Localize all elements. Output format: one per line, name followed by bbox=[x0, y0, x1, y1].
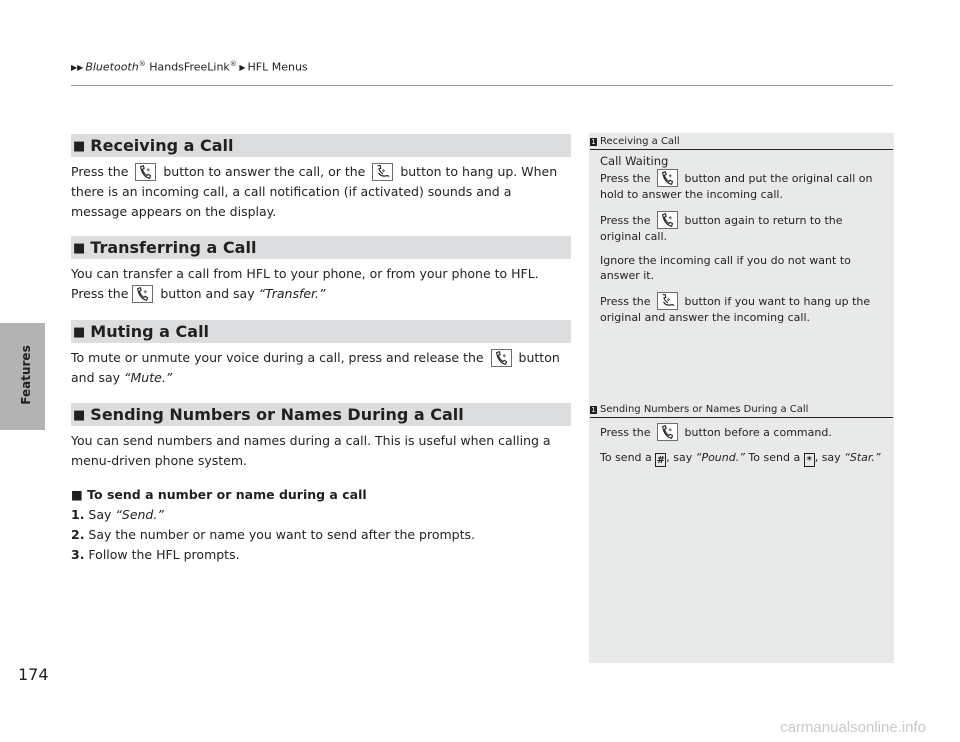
phone-hangup-icon bbox=[372, 163, 393, 181]
breadcrumb bbox=[71, 60, 308, 74]
heading-text: Muting a Call bbox=[90, 322, 210, 341]
heading-text: Sending Numbers or Names During a Call bbox=[90, 405, 464, 424]
square-bullet-icon: ■ bbox=[71, 487, 88, 502]
phone-pickup-icon bbox=[135, 163, 156, 181]
heading-text: Receiving a Call bbox=[90, 136, 234, 155]
text: , say bbox=[666, 451, 696, 464]
section-heading-transferring bbox=[71, 236, 571, 259]
note-title-sending bbox=[590, 404, 808, 415]
voice-command: “Pound.” bbox=[695, 451, 745, 464]
section-heading-muting bbox=[71, 320, 571, 343]
phone-pickup-icon bbox=[657, 211, 678, 229]
heading-text: Transferring a Call bbox=[90, 238, 257, 257]
voice-command: “Star.” bbox=[844, 451, 881, 464]
pound-key-icon: # bbox=[656, 455, 665, 466]
breadcrumb-part2: HandsFreeLink bbox=[145, 60, 230, 74]
text: To mute or unmute your voice during a call, press and release the bbox=[71, 350, 488, 365]
phone-pickup-icon bbox=[132, 285, 153, 303]
note-subheading: Call Waiting bbox=[600, 154, 669, 168]
note-icon: 1 bbox=[591, 138, 596, 146]
text: You can send numbers and names during a call. This is useful when calling a menu-driven phone system. bbox=[71, 433, 551, 468]
note-paragraph bbox=[600, 292, 885, 325]
text: Press the bbox=[600, 172, 654, 185]
step-number: 2. bbox=[71, 527, 85, 542]
note-rule bbox=[590, 417, 893, 418]
procedure-step bbox=[71, 525, 571, 545]
phone-hangup-icon bbox=[657, 292, 678, 310]
step-number: 3. bbox=[71, 547, 85, 562]
text: button again to return to the original call. bbox=[600, 214, 843, 243]
breadcrumb-part3: HFL Menus bbox=[247, 60, 308, 74]
text: Press the bbox=[600, 214, 654, 227]
text: To send a number or name during a call bbox=[87, 487, 367, 502]
procedure-heading bbox=[71, 485, 571, 505]
text: button and say bbox=[156, 286, 259, 301]
note-paragraph bbox=[600, 169, 885, 202]
text: Press the bbox=[71, 164, 133, 179]
square-bullet-icon: ■ bbox=[73, 408, 86, 423]
note-title-receiving bbox=[590, 136, 680, 147]
text: Follow the HFL prompts. bbox=[84, 547, 240, 562]
voice-command: “Send.” bbox=[115, 507, 164, 522]
note-icon: 1 bbox=[591, 406, 596, 414]
triangle-bullet-icon: ▶▶ bbox=[71, 62, 84, 72]
phone-pickup-icon bbox=[657, 423, 678, 441]
text: button if you want to hang up the original and answer the incoming call. bbox=[600, 295, 871, 324]
receiving-text bbox=[71, 162, 571, 222]
text: To send a bbox=[600, 451, 656, 464]
header-rule bbox=[71, 85, 893, 86]
breadcrumb-part1: Bluetooth bbox=[85, 60, 139, 74]
text: Say the number or name you want to send after the prompts. bbox=[84, 527, 475, 542]
note-rule bbox=[590, 149, 893, 150]
text: To send a bbox=[744, 451, 804, 464]
page-number: 174 bbox=[18, 665, 49, 684]
text: You can transfer a call from HFL to your phone, or from your phone to HFL. Press the bbox=[71, 266, 539, 301]
muting-text bbox=[71, 348, 571, 388]
text: button and put the original call on hold to answer the incoming call. bbox=[600, 172, 873, 201]
note-paragraph: Ignore the incoming call if you do not want to answer it. bbox=[600, 254, 851, 282]
square-bullet-icon: ■ bbox=[73, 241, 86, 256]
text: Press the bbox=[600, 295, 654, 308]
text: Say bbox=[84, 507, 116, 522]
reg-mark: ® bbox=[229, 60, 237, 68]
text: button to answer the call, or the bbox=[159, 164, 370, 179]
voice-command: “Transfer.” bbox=[258, 286, 326, 301]
text: , say bbox=[814, 451, 845, 464]
section-heading-sending bbox=[71, 403, 571, 426]
chapter-label: Features bbox=[19, 345, 33, 405]
procedure-step bbox=[71, 545, 571, 565]
square-bullet-icon: ■ bbox=[73, 139, 86, 154]
step-number: 1. bbox=[71, 507, 85, 522]
star-key-icon: * bbox=[804, 453, 815, 467]
reg-mark: ® bbox=[138, 60, 146, 68]
text: button before a command. bbox=[681, 426, 832, 439]
watermark: carmanualsonline.info bbox=[780, 719, 926, 736]
note-paragraph bbox=[600, 423, 885, 441]
text: button to hang up. When there is an incoming call, a call notification (if activated) sounds and a message appears on the display. bbox=[71, 164, 558, 219]
note-paragraph bbox=[600, 450, 885, 467]
phone-pickup-icon bbox=[491, 349, 512, 367]
triangle-bullet-icon: ▶ bbox=[236, 62, 246, 72]
square-bullet-icon: ■ bbox=[73, 325, 86, 340]
text: Sending Numbers or Names During a Call bbox=[600, 404, 809, 415]
text: Press the bbox=[600, 426, 654, 439]
phone-pickup-icon bbox=[657, 169, 678, 187]
transferring-text bbox=[71, 264, 571, 304]
procedure-step bbox=[71, 505, 571, 525]
section-heading-receiving bbox=[71, 134, 571, 157]
note-body-sending bbox=[600, 423, 885, 476]
sending-text bbox=[71, 431, 571, 565]
voice-command: “Mute.” bbox=[124, 370, 173, 385]
note-body-receiving bbox=[600, 154, 885, 334]
text: button and say bbox=[71, 350, 560, 385]
text: Receiving a Call bbox=[600, 136, 680, 147]
note-paragraph bbox=[600, 211, 885, 244]
